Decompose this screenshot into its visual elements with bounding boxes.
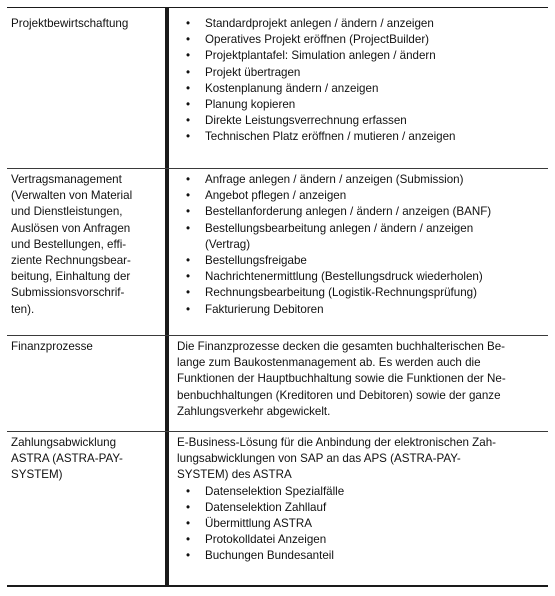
list-item-text: • Bestellungsbearbeitung anlegen / ändern / anzeigen <box>205 221 474 235</box>
paragraph-line: SYSTEM) des ASTRA <box>177 468 292 482</box>
paragraph-line: E-Business-Lösung für die Anbindung der elektronischen Zah- <box>177 436 497 449</box>
list-item <box>177 302 543 318</box>
list-item-text: • Angebot pflegen / anzeigen <box>205 189 347 203</box>
list-item: • Übermittlung ASTRA <box>177 516 543 532</box>
list-item-text: • Nachrichtenermittlung (Bestellungsdruck wiederholen) <box>205 270 483 284</box>
list-item: • Protokolldatei Anzeigen <box>177 532 543 548</box>
row-finanzprozesse-label <box>11 339 159 355</box>
row-vertragsmanagement-list <box>177 172 543 318</box>
list-item-text: • Bestellungsfreigabe <box>205 254 307 268</box>
column-separator <box>165 8 169 585</box>
list-item: • Datenselektion Spezialfälle <box>177 484 543 500</box>
list-item-text: • Rechnungsbearbeitung (Logistik-Rechnungsprüfung) <box>205 286 477 300</box>
paragraph-line: lungsabwicklungen von SAP an das APS (ASTRA-PAY- <box>177 452 461 466</box>
list-item: • Planung kopieren <box>177 97 543 113</box>
row-zahlungsabwicklung-label <box>11 435 159 484</box>
list-item <box>177 172 543 188</box>
row-projektbewirtschaftung-label <box>11 16 159 32</box>
row-zahlungsabwicklung-content <box>177 435 543 565</box>
zahlungsabwicklung-list <box>177 484 543 565</box>
label-line: Vertragsmanagement <box>11 173 122 186</box>
list-item-text: • Bestellanforderung anlegen / ändern / anzeigen (BANF) <box>205 205 492 219</box>
label-line: SYSTEM) <box>11 468 63 482</box>
list-item <box>177 253 543 269</box>
process-table <box>7 7 548 587</box>
list-item: • Projekt übertragen <box>177 65 543 81</box>
list-item <box>177 204 543 220</box>
list-item: • Kostenplanung ändern / anzeigen <box>177 81 543 97</box>
list-item-text: • Fakturierung Debitoren <box>205 302 324 316</box>
label-line: Zahlungsabwicklung <box>11 436 117 449</box>
list-item: • Projektplantafel: Simulation anlegen / ändern <box>177 48 543 64</box>
list-item: • Direkte Leistungsverrechnung erfassen <box>177 113 543 129</box>
label-line: Submissionsvorschrif- <box>11 286 125 300</box>
label-line: und Dienstleistungen, <box>11 205 123 219</box>
label-line: Auslösen von Anfragen <box>11 221 131 235</box>
label-line: (Verwalten von Material <box>11 189 133 203</box>
paragraph-line: Die Finanzprozesse decken die gesamten buchhalterischen Be- <box>177 340 506 353</box>
row-divider <box>7 335 548 336</box>
list-item: • Standardprojekt anlegen / ändern / anzeigen <box>177 16 543 32</box>
label-line: ten). <box>11 302 35 316</box>
row-finanzprozesse-paragraph <box>177 339 543 420</box>
list-item: • Operatives Projekt eröffnen (ProjectBuilder) <box>177 32 543 48</box>
list-item-text: • Anfrage anlegen / ändern / anzeigen (Submission) <box>205 173 464 186</box>
row-projektbewirtschaftung-list <box>177 16 543 146</box>
paragraph-line: Zahlungsverkehr abgewickelt. <box>177 404 331 418</box>
list-item <box>177 285 543 301</box>
list-item: • Datenselektion Zahllauf <box>177 500 543 516</box>
label-line: und Bestellungen, effi- <box>11 237 127 251</box>
row-vertragsmanagement-label <box>11 172 159 318</box>
label-line: Projektbewirtschaftung <box>11 17 129 30</box>
list-item: • Buchungen Bundesanteil <box>177 548 543 564</box>
paragraph-line: lange zum Baukostenmanagement ab. Es werden auch die <box>177 356 481 370</box>
list-item <box>177 269 543 285</box>
list-item-text: (Vertrag) <box>205 237 251 251</box>
label-line: beitung, Einhaltung der <box>11 270 131 284</box>
paragraph-line: Funktionen der Hauptbuchhaltung sowie die Funktionen der Ne- <box>177 372 506 386</box>
label-line: ASTRA (ASTRA-PAY- <box>11 452 123 466</box>
list-item <box>177 221 543 253</box>
list-item: • Technischen Platz eröffnen / mutieren / anzeigen <box>177 129 543 145</box>
list-item <box>177 188 543 204</box>
row-divider <box>7 168 548 169</box>
label-line: Finanzprozesse <box>11 340 93 353</box>
row-divider <box>7 431 548 432</box>
label-line: ziente Rechnungsbear- <box>11 254 131 268</box>
paragraph-line: benbuchhaltungen (Kreditoren und Debitoren) sowie der ganze <box>177 388 501 402</box>
